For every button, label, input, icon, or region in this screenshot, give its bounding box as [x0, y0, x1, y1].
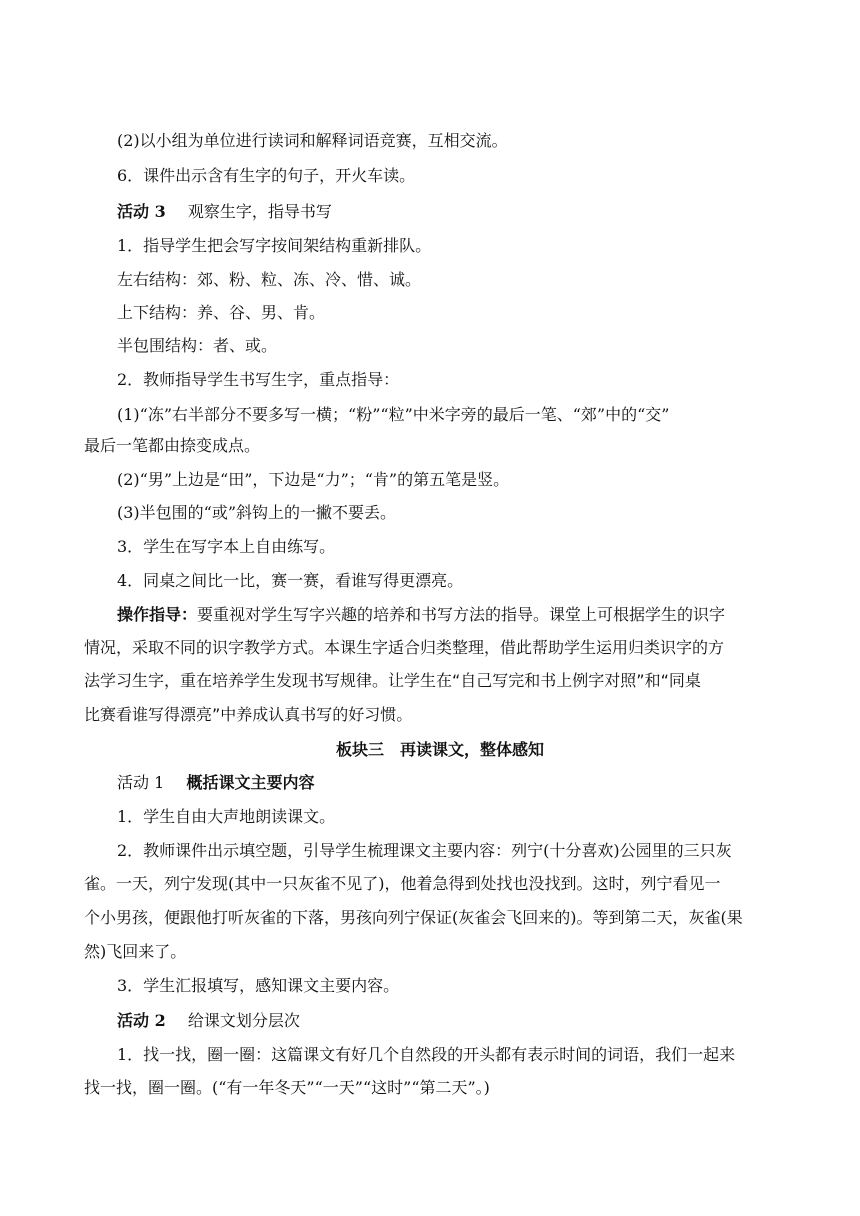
text-line: 上下结构：养、谷、男、肯。	[117, 303, 326, 322]
activity-heading	[117, 202, 332, 222]
activity-title: 概括课文主要内容	[186, 773, 315, 792]
text-line: 左右结构：郊、粉、粒、冻、冷、惜、诚。	[117, 270, 422, 289]
activity-title: 给课文划分层次	[187, 1011, 300, 1030]
activity-heading	[117, 773, 314, 793]
section-heading: 板块三 再读课文，整体感知	[336, 740, 545, 759]
activity-label: 活动 3	[117, 202, 166, 221]
operation-guide-line: 情况，采取不同的识字教学方式。本课生字适合归类整理，借此帮助学生运用归类识字的方	[84, 638, 725, 657]
text-line: 3．学生汇报填写，感知课文主要内容。	[117, 976, 400, 995]
activity-title: 观察生字，指导书写	[187, 202, 332, 221]
activity-label: 活动 1	[117, 773, 165, 792]
text-line: 个小男孩，便跟他打听灰雀的下落，男孩向列宁保证(灰雀会飞回来的)。等到第二天，灰雀(果	[84, 908, 743, 927]
text-line: (1)“冻”右半部分不要多写一横；“粉”“粒”中米字旁的最后一笔、“郊”中的“交”	[117, 405, 670, 424]
text-line: (3)半包围的“或”斜钩上的一撇不要丢。	[117, 503, 397, 522]
text-line: 雀。一天，列宁发现(其中一只灰雀不见了)，他着急得到处找也没找到。这时，列宁看见一	[84, 874, 721, 893]
text-line: 半包围结构：者、或。	[117, 336, 278, 355]
operation-guide-line	[117, 605, 725, 625]
operation-guide-line: 比赛看谁写得漂亮”中养成认真书写的好习惯。	[84, 705, 413, 724]
text-line: 1．学生自由大声地朗读课文。	[117, 807, 336, 826]
text-line: 2．教师指导学生书写生字，重点指导：	[117, 370, 400, 389]
text-line: 最后一笔都由捺变成点。	[84, 436, 261, 455]
operation-guide-text: 要重视对学生写字兴趣的培养和书写方法的指导。课堂上可根据学生的识字	[197, 605, 726, 624]
text-line: 1．指导学生把会写字按间架结构重新排队。	[117, 236, 432, 255]
text-line: 然)飞回来了。	[84, 942, 187, 961]
text-line: 4．同桌之间比一比，赛一赛，看谁写得更漂亮。	[117, 571, 464, 590]
operation-guide-line: 法学习生字，重在培养学生发现书写规律。让学生在“自己写完和书上例字对照”和“同桌	[84, 671, 701, 690]
text-line: 1．找一找，圈一圈：这篇课文有好几个自然段的开头都有表示时间的词语，我们一起来	[117, 1045, 736, 1064]
text-line: (2)以小组为单位进行读词和解释词语竞赛，互相交流。	[117, 131, 508, 150]
text-line: 2．教师课件出示填空题，引导学生梳理课文主要内容：列宁(十分喜欢)公园里的三只灰	[117, 841, 732, 860]
activity-heading	[117, 1011, 300, 1031]
activity-label: 活动 2	[117, 1011, 166, 1030]
text-line: (2)“男”上边是“田”，下边是“力”；“肯”的第五笔是竖。	[117, 470, 510, 489]
text-line: 找一找，圈一圈。(“有一年冬天”“一天”“这时”“第二天”。)	[84, 1078, 490, 1097]
text-line: 3．学生在写字本上自由练写。	[117, 537, 336, 556]
operation-guide-label: 操作指导：	[117, 605, 198, 624]
text-line: 6．课件出示含有生字的句子，开火车读。	[117, 166, 416, 185]
